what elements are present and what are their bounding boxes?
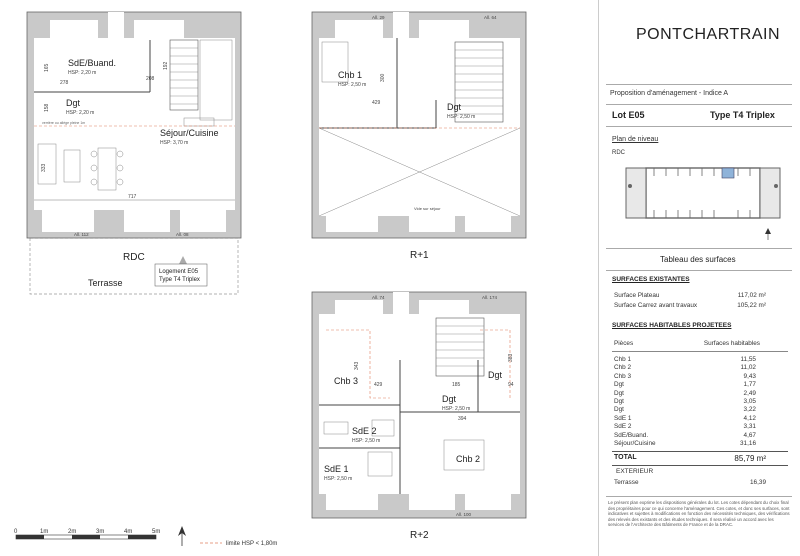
room-dgt-rdc-hsp: HSP: 2,20 m [66, 110, 95, 116]
ai74: All. 74 [372, 295, 385, 300]
ai174: All. 174 [482, 295, 498, 300]
existing-title: SURFACES EXISTANTES [612, 276, 690, 283]
room-dgt-r1-hsp: HSP: 2,50 m [447, 114, 476, 120]
existing-row-2-value: 105,22 m² [737, 302, 766, 309]
scale-tick-0: 0 [14, 529, 18, 535]
projected-row-label: Dgt [614, 381, 624, 389]
projected-col-rooms: Pièces [614, 340, 634, 347]
dim-185: 185 [452, 382, 461, 388]
existing-row-1-label: Surface Plateau [614, 292, 660, 299]
terrace-label: Terrasse [88, 278, 123, 288]
ai100: All. 100 [456, 512, 472, 517]
r2-interior [319, 314, 520, 494]
ai64: All. 64 [484, 15, 497, 20]
projected-row-value: 4,12 [743, 414, 756, 422]
key-plan-lot-highlight [722, 168, 734, 178]
projected-row-value: 31,16 [740, 440, 756, 447]
room-sde1: SdE 1 [324, 464, 349, 474]
plan-r1 [312, 12, 526, 238]
dim-343: 343 [354, 361, 360, 370]
lot-type: Type T4 Triplex [710, 110, 775, 120]
surface-table-title: Tableau des surfaces [660, 255, 736, 264]
projected-row-label: Dgt [614, 406, 624, 414]
room-sejour-hsp: HSP: 3,70 m [160, 140, 189, 146]
projected-row-label: SdE 2 [614, 423, 632, 431]
projected-title: SURFACES HABITABLES PROJETEES [612, 322, 732, 329]
logement-line2: Type T4 Triplex [159, 277, 200, 283]
hsp-legend-text: limite HSP < 1,80m [226, 541, 278, 547]
ai112: All. 112 [74, 232, 89, 237]
scale-tick-3: 3m [96, 529, 105, 535]
room-dgt-rdc: Dgt [66, 98, 81, 108]
level-plan-level: RDC [612, 150, 625, 156]
projected-row-label: Séjour/Cuisine [614, 440, 656, 447]
dim-94: 94 [508, 382, 514, 388]
room-dgt-r2a: Dgt [442, 394, 457, 404]
dim-278: 278 [60, 80, 69, 86]
lot-id: Lot E05 [612, 110, 645, 120]
projected-row-value: 9,43 [743, 372, 756, 380]
projected-row-value: 11,02 [740, 364, 756, 372]
room-sde2-hsp: HSP: 2,50 m [352, 438, 381, 444]
projected-total-value: 85,79 m² [734, 454, 766, 463]
dim-717: 717 [128, 194, 137, 200]
allege-note: verrière ou allège pleine 1m [42, 121, 86, 125]
projected-row-value: 3,05 [743, 398, 756, 405]
ai08: All. 08 [176, 232, 189, 237]
room-chb1: Chb 1 [338, 70, 363, 80]
scale-tick-2: 2m [68, 529, 77, 535]
room-dgt-r2a-hsp: HSP: 2,50 m [442, 406, 471, 412]
projected-total-label: TOTAL [614, 454, 637, 461]
room-dgt-r2b: Dgt [488, 370, 503, 380]
room-sde2: SdE 2 [352, 426, 377, 436]
projected-row-label: Dgt [614, 389, 624, 397]
dim-165: 165 [44, 63, 50, 72]
project-name: PONTCHARTRAIN [636, 26, 780, 43]
projected-row-value: 3,22 [743, 406, 756, 414]
level-r1-title: R+1 [410, 250, 429, 261]
projected-col-areas: Surfaces habitables [703, 340, 760, 347]
existing-row-1-value: 117,02 m² [737, 292, 766, 299]
dim-158: 158 [44, 103, 50, 112]
projected-row-label: Chb 1 [614, 356, 632, 363]
projected-row-label: Dgt [614, 398, 624, 405]
ai29: All. 29 [372, 15, 385, 20]
north-arrow-icon [178, 526, 186, 546]
void-label: Vide sur séjour [414, 206, 441, 211]
exterior-label: Terrasse [614, 479, 639, 486]
plan-r2 [312, 292, 526, 518]
level-plan-title: Plan de niveau [612, 136, 659, 143]
projected-row-value: 1,77 [743, 381, 756, 389]
project-phase: Proposition d'aménagement - Indice A [610, 90, 729, 97]
exterior-title: EXTERIEUR [616, 468, 654, 475]
projected-row-value: 3,31 [743, 423, 756, 431]
dim-429-r1: 429 [372, 100, 381, 106]
room-dgt-r1: Dgt [447, 102, 462, 112]
exterior-value: 16,39 [750, 479, 766, 486]
dim-208: 208 [146, 76, 155, 82]
projected-row-value: 2,49 [743, 389, 756, 397]
scale-tick-4: 4m [124, 529, 133, 535]
scale-tick-1: 1m [40, 529, 49, 535]
projected-row-value: 4,67 [743, 431, 756, 439]
key-plan [618, 162, 788, 242]
level-r2-title: R+2 [410, 530, 429, 541]
room-chb3: Chb 3 [334, 376, 359, 386]
room-chb2: Chb 2 [456, 454, 481, 464]
level-rdc-title: RDC [123, 252, 145, 263]
scale-bar [16, 535, 156, 539]
dim-383: 383 [508, 353, 514, 362]
room-chb1-hsp: HSP: 2,50 m [338, 82, 367, 88]
dim-394: 394 [458, 416, 467, 422]
dim-333: 333 [41, 163, 47, 172]
projected-row-label: Chb 2 [614, 364, 632, 372]
projected-row-value: 11,55 [740, 356, 756, 363]
room-sejour: Séjour/Cuisine [160, 128, 219, 138]
dim-429-r2: 429 [374, 382, 383, 388]
room-sde1-hsp: HSP: 2,50 m [324, 476, 353, 482]
projected-row-label: SdE/Buand. [614, 431, 649, 439]
r1-interior [319, 38, 520, 216]
room-sde-buand-hsp: HSP: 2,20 m [68, 70, 97, 76]
projected-row-label: SdE 1 [614, 414, 632, 422]
scale-tick-5: 5m [152, 529, 161, 535]
projected-row-label: Chb 3 [614, 372, 632, 380]
dim-192: 192 [163, 61, 169, 70]
existing-row-2-label: Surface Carrez avant travaux [614, 302, 698, 309]
room-sde-buand: SdE/Buand. [68, 58, 117, 68]
logement-line1: Logement E05 [159, 269, 199, 275]
dim-300: 300 [380, 73, 386, 82]
disclaimer: Le présent plan exprime les dispositions générales du lot. Les cotes dépendant du choix final des propriétaires pour ce qui concerne l'aménagement. Ces cotes, et donc ses surfaces, sont indicatives et sujettes à modifications en fonction des nécessités techniques, des vérifications des relevés des existants et des études techniques. Il sera réalisé un accord avec les services de l'Architecte des Bâtiments de France et de la DRAC. [608, 500, 790, 527]
